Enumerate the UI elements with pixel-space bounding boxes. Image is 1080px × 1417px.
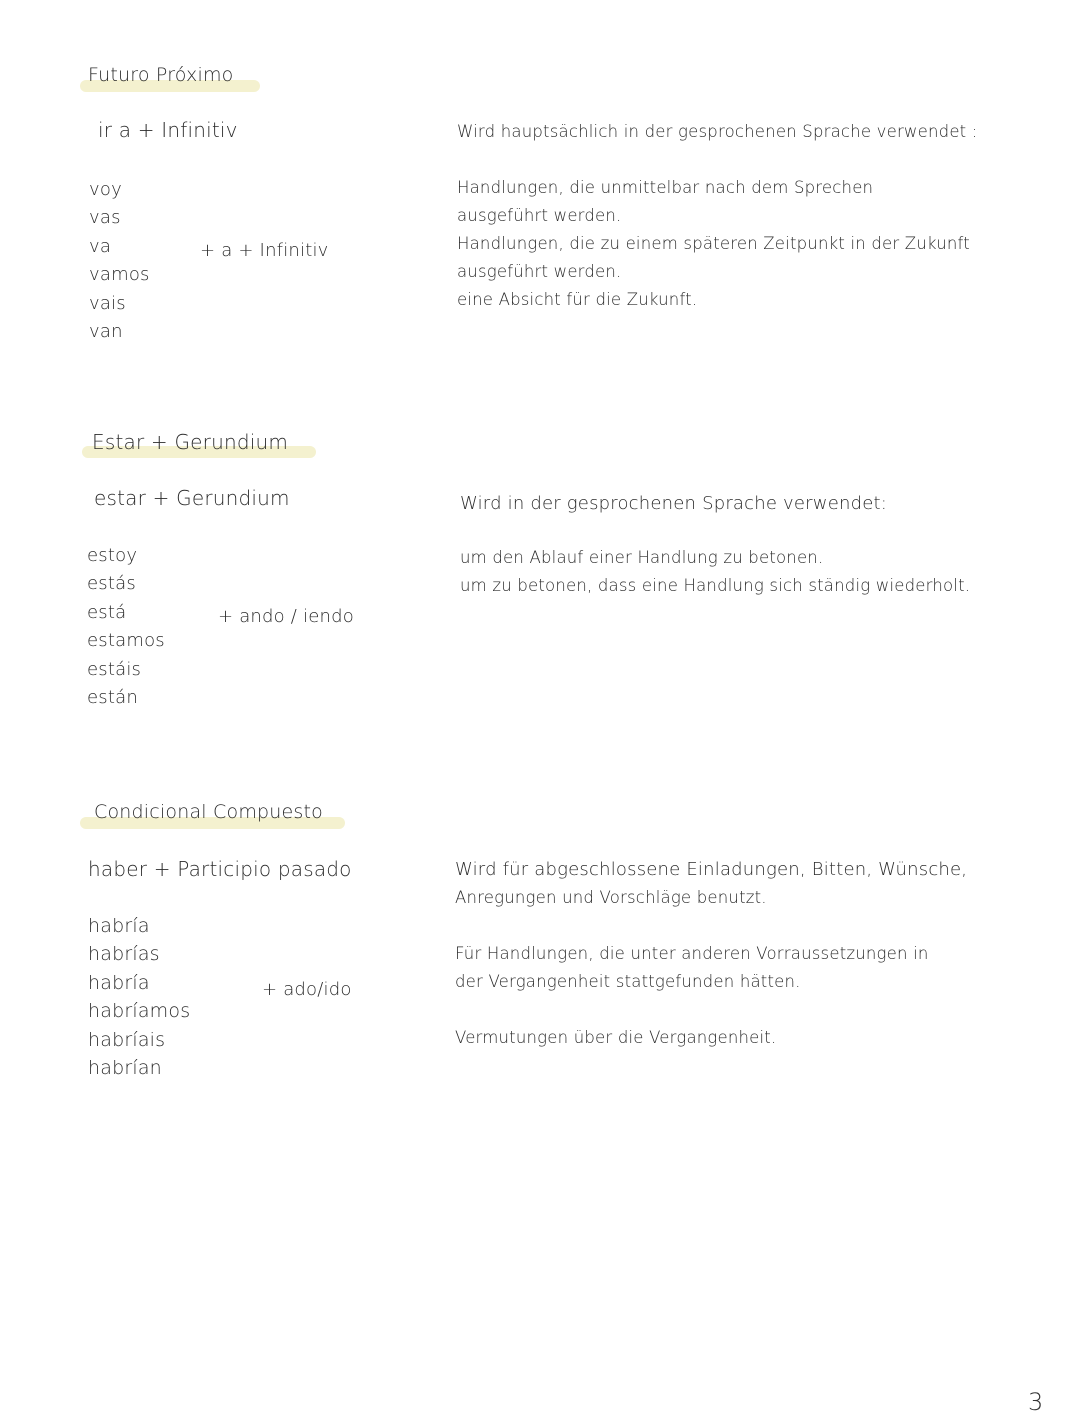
list-item: va (89, 235, 112, 257)
conjugation-list (88, 912, 190, 1082)
list-item: van (89, 321, 123, 343)
list-item: vais (89, 292, 126, 314)
ending: + ando / iendo (218, 606, 354, 627)
list-item: está (87, 601, 127, 623)
note-line: um zu betonen, dass eine Handlung sich ständig wiederholt. (460, 576, 971, 595)
list-item: voy (89, 179, 122, 200)
note-line: Handlungen, die unmittelbar nach dem Sprechen (457, 178, 874, 197)
list-item: vamos (89, 264, 150, 286)
note-line: ausgeführt werden. (457, 262, 622, 281)
section-title: Futuro Próximo (88, 64, 234, 86)
note-line: Für Handlungen, die unter anderen Vorraussetzungen in (455, 944, 929, 963)
list-item: habrías (88, 943, 160, 966)
note-line: Vermutungen über die Vergangenheit. (455, 1028, 777, 1047)
note-line: der Vergangenheit stattgefunden hätten. (455, 972, 801, 991)
ending: + ado/ido (262, 979, 352, 1000)
formula: haber + Participio pasado (88, 857, 352, 881)
conjugation-list (87, 542, 165, 712)
note-line: Anregungen und Vorschläge benutzt. (455, 888, 767, 907)
note-line: Handlungen, die zu einem späteren Zeitpunkt in der Zukunft (457, 234, 970, 253)
conjugation-list (89, 176, 150, 346)
section-title: Estar + Gerundium (92, 430, 289, 454)
list-item: estamos (87, 630, 165, 652)
section-title: Condicional Compuesto (94, 801, 323, 823)
usage-notes (455, 856, 967, 1052)
note-line: ausgeführt werden. (457, 206, 622, 225)
list-item: estoy (87, 545, 138, 566)
formula: estar + Gerundium (94, 486, 290, 510)
list-item: habríamos (88, 1000, 191, 1023)
list-item: habría (88, 971, 150, 994)
page-number: 3 (1028, 1388, 1044, 1416)
usage-notes (460, 490, 970, 600)
note-line: eine Absicht für die Zukunft. (457, 290, 698, 309)
formula: ir a + Infinitiv (98, 118, 238, 142)
list-item: estáis (87, 658, 142, 680)
list-item: habrían (88, 1057, 162, 1080)
ending: + a + Infinitiv (200, 240, 329, 261)
note-heading: Wird hauptsächlich in der gesprochenen Sprache verwendet : (457, 122, 978, 141)
list-item: estás (87, 573, 136, 595)
list-item: habría (88, 915, 150, 937)
usage-notes (457, 118, 978, 314)
list-item: vas (89, 207, 121, 229)
note-line: um den Ablauf einer Handlung zu betonen. (460, 548, 824, 567)
note-heading: Wird in der gesprochenen Sprache verwendet: (460, 493, 888, 514)
note-line: Wird für abgeschlossene Einladungen, Bitten, Wünsche, (455, 859, 968, 880)
list-item: habríais (88, 1028, 166, 1051)
list-item: están (87, 687, 138, 709)
